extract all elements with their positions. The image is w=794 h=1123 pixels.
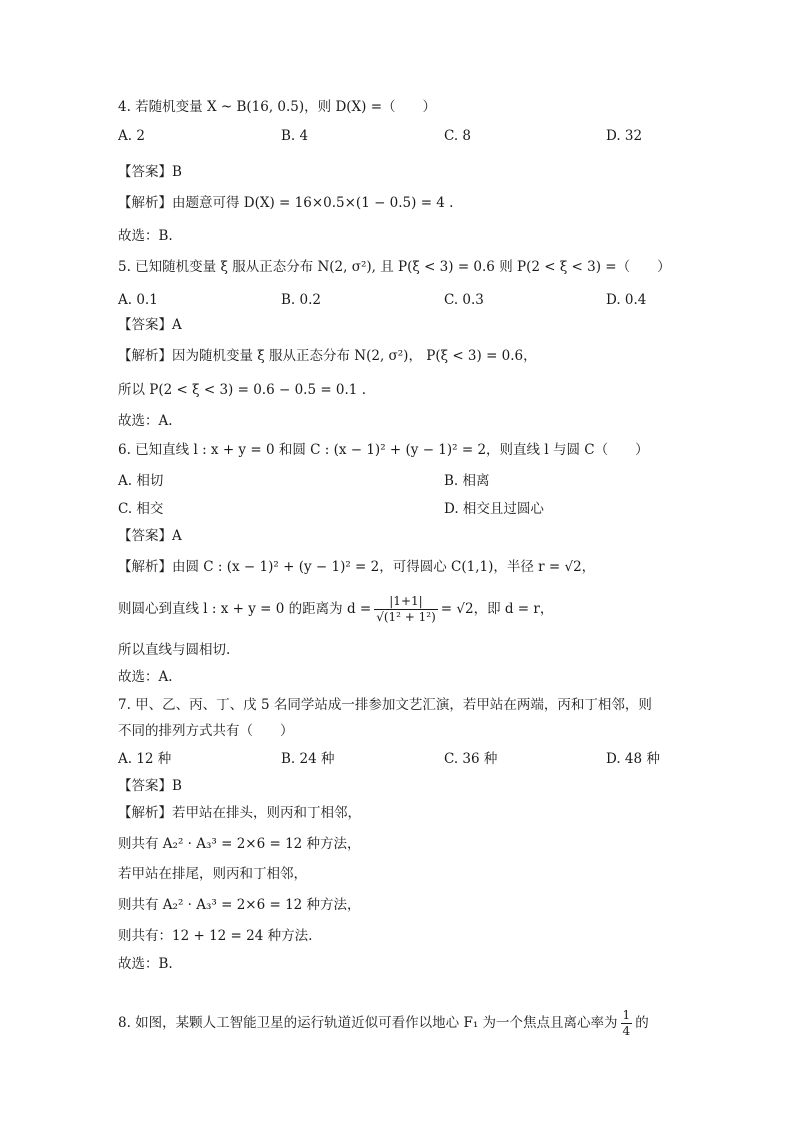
- q5-analysis-line2: 所以 P(2 < ξ < 3) = 0.6 − 0.5 = 0.1 .: [118, 382, 366, 398]
- q6-stem: 6. 已知直线 l : x + y = 0 和圆 C : (x − 1)² + (y − 1)² = 2，则直线 l 与圆 C（ ）: [118, 442, 649, 458]
- q6-option-b: B. 相离: [444, 473, 490, 489]
- q7-stem-line1: 7. 甲、乙、丙、丁、戊 5 名同学站成一排参加文艺汇演，若甲站在两端，丙和丁相邻，则: [118, 697, 652, 713]
- q6-fraction-denominator: √(1² + 1²): [376, 610, 436, 624]
- q6-analysis-line1: 【解析】由圆 C : (x − 1)² + (y − 1)² = 2，可得圆心 C(1,1)，半径 r = √2，: [118, 559, 596, 575]
- q8-stem-pre: 8. 如图，某颗人工智能卫星的运行轨道近似可看作以地心 F₁ 为一个焦点且离心率为: [118, 1015, 618, 1031]
- q8-fraction-denominator: 4: [622, 1024, 631, 1038]
- q4-option-c: C. 8: [444, 128, 472, 144]
- q7-analysis-line3: 若甲站在排尾，则丙和丁相邻，: [118, 866, 307, 882]
- q6-analysis-line2-pre: 则圆心到直线 l : x + y = 0 的距离为 d =: [118, 601, 372, 617]
- q6-fraction-numerator: |1+1|: [374, 594, 438, 610]
- q6-analysis-line2: [118, 590, 553, 628]
- q5-option-c: C. 0.3: [444, 292, 484, 308]
- q4-analysis: 【解析】由题意可得 D(X) = 16×0.5×(1 − 0.5) = 4 .: [118, 195, 454, 211]
- q5-option-b: B. 0.2: [281, 292, 321, 308]
- q6-conclusion: 故选：A.: [118, 669, 173, 685]
- q6-distance-fraction: [374, 594, 438, 625]
- q6-analysis-line2-post: = √2，即 d = r，: [440, 601, 554, 617]
- q5-answer: 【答案】A: [118, 317, 182, 333]
- q6-option-a: A. 相切: [118, 473, 164, 489]
- q7-option-b: B. 24 种: [281, 751, 335, 767]
- q7-conclusion: 故选：B.: [118, 956, 173, 972]
- q8-stem-post: 的: [635, 1015, 649, 1031]
- q5-option-d: D. 0.4: [606, 292, 647, 308]
- q5-analysis-line1: 【解析】因为随机变量 ξ 服从正态分布 N(2, σ²)， P(ξ < 3) = 0.6，: [118, 348, 537, 364]
- q4-answer: 【答案】B: [118, 164, 182, 180]
- q5-option-a: A. 0.1: [118, 292, 158, 308]
- q4-conclusion: 故选：B.: [118, 228, 173, 244]
- q7-option-a: A. 12 种: [118, 751, 172, 767]
- q4-option-a: A. 2: [118, 128, 145, 144]
- q8-eccentricity-fraction: [621, 1008, 633, 1039]
- q5-stem: 5. 已知随机变量 ξ 服从正态分布 N(2, σ²), 且 P(ξ < 3) = 0.6 则 P(2 < ξ < 3) =（ ）: [118, 259, 671, 275]
- q6-analysis-line3: 所以直线与圆相切.: [118, 642, 231, 658]
- q7-analysis-line4: 则共有 A₂² · A₃³ = 2×6 = 12 种方法，: [118, 897, 361, 913]
- q6-option-d: D. 相交且过圆心: [444, 501, 544, 517]
- q7-answer: 【答案】B: [118, 778, 182, 794]
- q8-fraction-numerator: 1: [622, 1008, 631, 1022]
- q7-option-d: D. 48 种: [606, 751, 660, 767]
- q7-analysis-line5: 则共有：12 + 12 = 24 种方法.: [118, 928, 313, 944]
- q4-option-d: D. 32: [606, 128, 643, 144]
- q8-stem: [118, 1004, 649, 1042]
- q7-option-c: C. 36 种: [444, 751, 498, 767]
- q7-analysis-line1: 【解析】若甲站在排头，则丙和丁相邻，: [118, 805, 361, 821]
- q7-stem-line2: 不同的排列方式共有（ ）: [118, 723, 294, 739]
- q6-answer: 【答案】A: [118, 528, 182, 544]
- q7-analysis-line2: 则共有 A₂² · A₃³ = 2×6 = 12 种方法，: [118, 836, 361, 852]
- q6-option-c: C. 相交: [118, 501, 164, 517]
- q5-conclusion: 故选：A.: [118, 413, 173, 429]
- q4-option-b: B. 4: [281, 128, 309, 144]
- q4-stem: 4. 若随机变量 X ~ B(16, 0.5)，则 D(X) =（ ）: [118, 99, 437, 115]
